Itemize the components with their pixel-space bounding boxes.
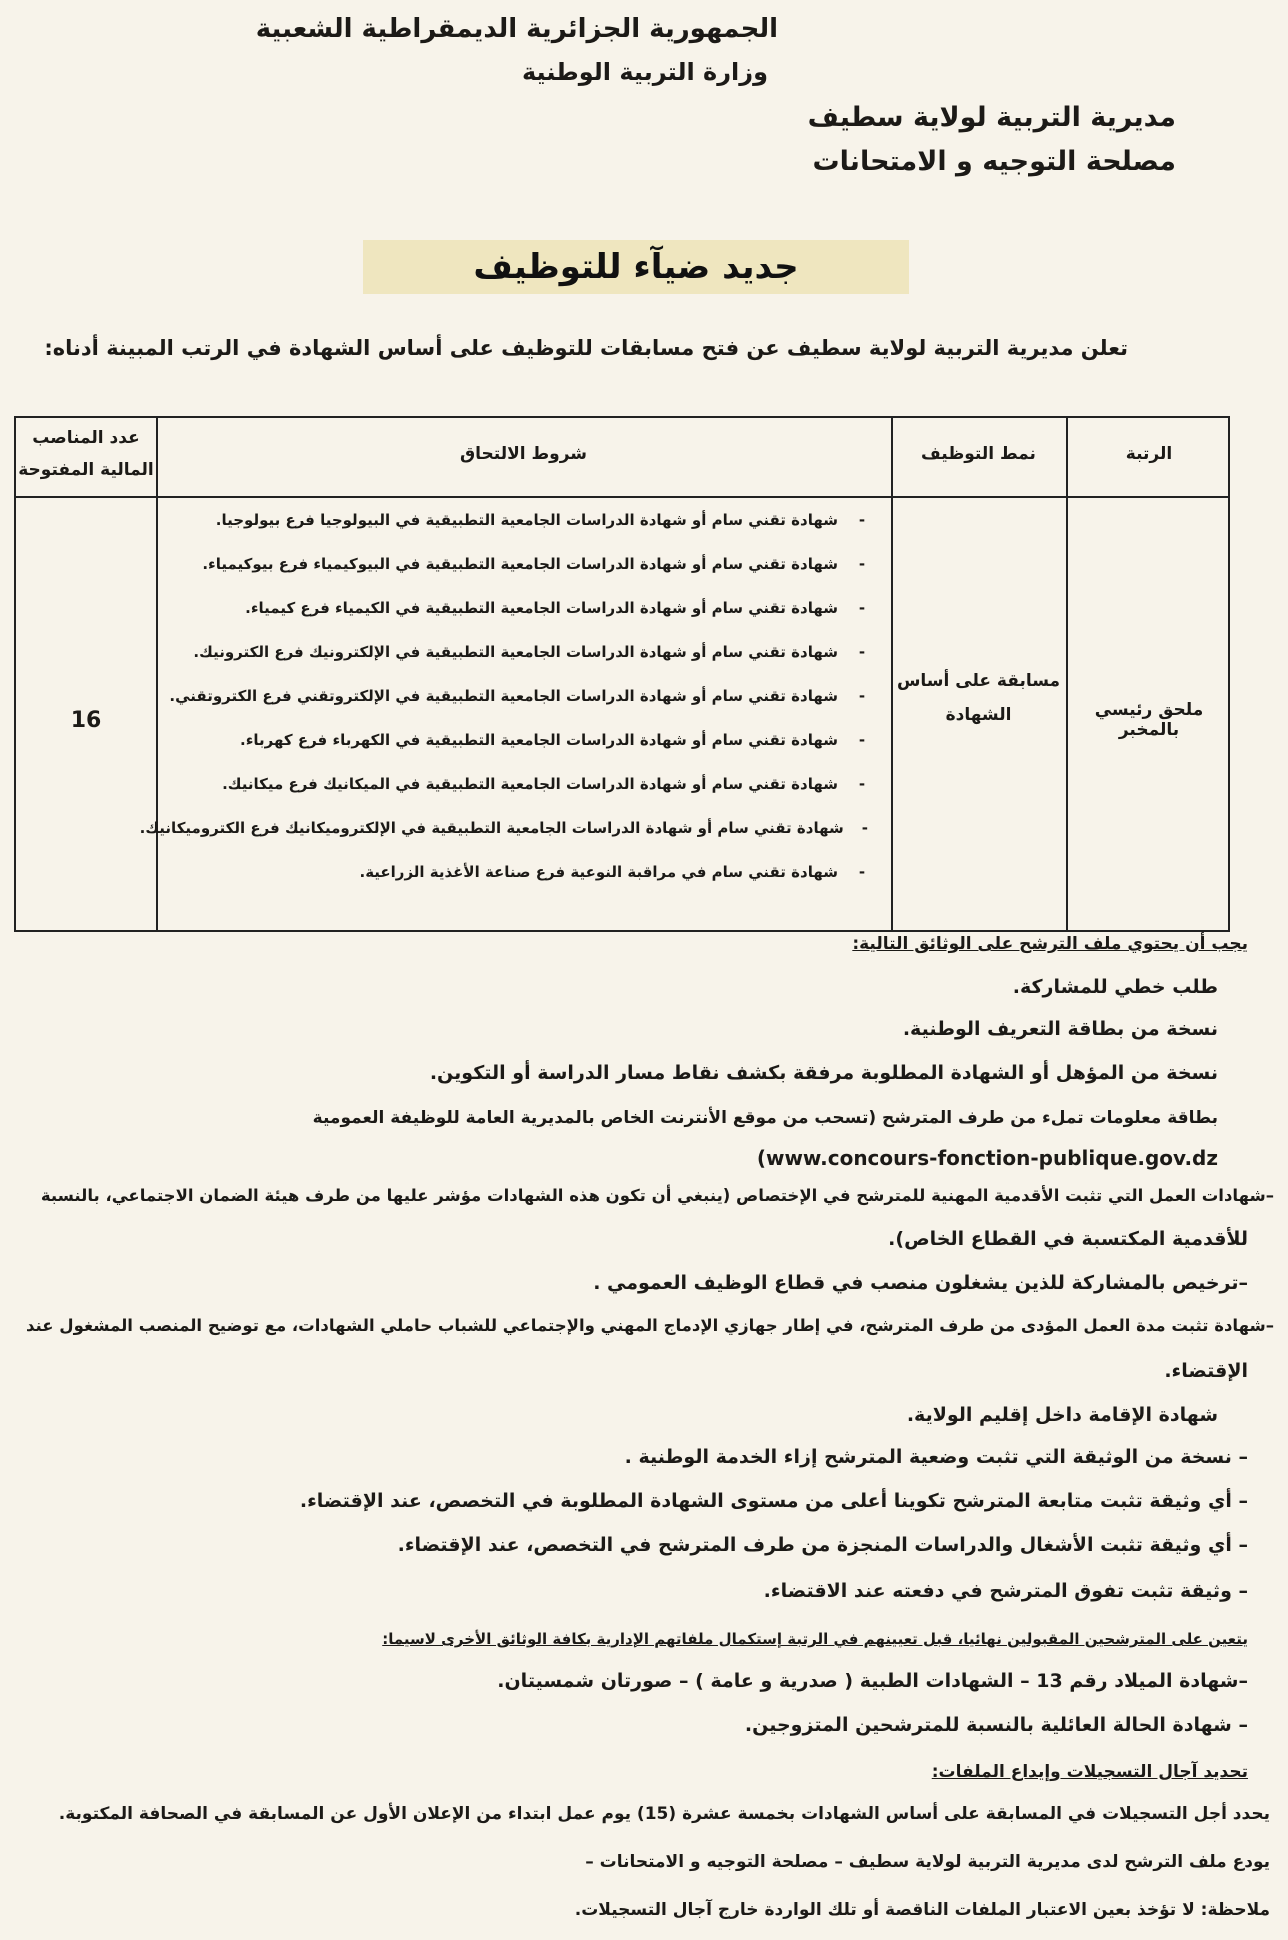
header-count: عدد المناصب [32, 428, 140, 448]
note-text: ملاحظة: لا تؤخذ بعين الاعتبار الملفات الناقصة أو تلك الواردة خارج آجال التسجيلات. [574, 1900, 1270, 1920]
banner: جديد ضيآء للتوظيف [363, 240, 909, 294]
list-item [166, 762, 868, 806]
doc-item: شهادة الإقامة داخل إقليم الولاية. [906, 1404, 1218, 1426]
doc-item: – أي وثيقة تثبت متابعة المترشح تكوينا أعلى من مستوى الشهادة المطلوبة في التخصص، عند الإقتضاء. [299, 1490, 1248, 1512]
bullet-dash: - [858, 599, 866, 617]
doc-item: –شهادة تثبت مدة العمل المؤدى من طرف المترشح، في إطار جهازي الإدماج المهني والإجتماعي للشباب حاملي الشهادات، مع توضيح المنصب المشغول عند [26, 1316, 1274, 1335]
bullet-dash: - [858, 643, 866, 661]
bullet-dash: - [858, 687, 866, 705]
final-docs-title: يتعين على المترشحين المقبولين نهائيا، قبل تعيينهم في الرتبة إستكمال ملفاتهم الإدارية بكافة الوثائق الأخرى لاسيما: [382, 1630, 1248, 1648]
condition-text: شهادة تقني سام في مراقبة النوعية فرع صناعة الأغذية الزراعية. [359, 863, 838, 881]
republic-title: الجمهورية الجزائرية الديمقراطية الشعبية [255, 14, 778, 44]
doc-item: – نسخة من الوثيقة التي تثبت وضعية المترشح إزاء الخدمة الوطنية . [624, 1446, 1248, 1468]
list-item [166, 850, 868, 894]
doc-item: الإقتضاء. [1164, 1360, 1248, 1382]
deadline-title: تحديد آجال التسجيلات وإيداع الملفات: [931, 1762, 1248, 1782]
doc-item: نسخة من المؤهل أو الشهادة المطلوبة مرفقة بكشف نقاط مسار الدراسة أو التكوين. [429, 1062, 1218, 1084]
final-doc-item: –شهادة الميلاد رقم 13 – الشهادات الطبية ( صدرية و عامة ) – صورتان شمسيتان. [497, 1670, 1248, 1692]
list-item [166, 498, 868, 542]
header-mode: نمط التوظيف [921, 444, 1036, 464]
service-title: مصلحة التوجيه و الامتحانات [812, 146, 1176, 177]
docs-title: يجب أن يحتوي ملف الترشح على الوثائق التالية: [852, 934, 1248, 954]
ministry-title: وزارة التربية الوطنية [521, 58, 768, 86]
doc-item: – أي وثيقة تثبت الأشغال والدراسات المنجزة من طرف المترشح في التخصص، عند الإقتضاء. [397, 1534, 1248, 1556]
condition-text: شهادة تقني سام أو شهادة الدراسات الجامعية التطبيقية في البيولوجيا فرع بيولوجيا. [215, 511, 838, 529]
condition-text: شهادة تقني سام أو شهادة الدراسات الجامعية التطبيقية في الإلكتروتقني فرع الكتروتقني. [169, 687, 838, 705]
list-item [166, 586, 868, 630]
doc-item: بطاقة معلومات تملء من طرف المترشح (تسحب من موقع الأنترنت الخاص بالمديرية العامة للوظيفة العمومية [312, 1108, 1218, 1128]
bullet-dash: - [858, 555, 866, 573]
condition-text: شهادة تقني سام أو شهادة الدراسات الجامعية التطبيقية في الإلكترونيك فرع الكترونيك. [193, 643, 838, 661]
final-doc-item: – شهادة الحالة العائلية بالنسبة للمترشحين المتزوجين. [744, 1714, 1248, 1736]
mode-line: مسابقة على أساس [896, 671, 1061, 691]
condition-text: شهادة تقني سام أو شهادة الدراسات الجامعية التطبيقية في البيوكيمياء فرع بيوكيمياء. [202, 555, 838, 573]
doc-item: –شهادات العمل التي تثبت الأقدمية المهنية للمترشح في الإختصاص (ينبغي أن تكون هذه الشهادات مؤشر عليها من طرف هيئة الضمان الاجتماعي، بالنسبة [40, 1186, 1274, 1205]
bullet-dash: - [858, 731, 866, 749]
list-item [166, 674, 868, 718]
bullet-dash: - [861, 819, 868, 837]
doc-item: للأقدمية المكتسبة في القطاع الخاص). [888, 1228, 1248, 1250]
rank-cell: ملحق رئيسي بالمخبر [1094, 700, 1204, 740]
list-item [166, 630, 868, 674]
mode-line: الشهادة [945, 705, 1012, 725]
table-divider [156, 418, 158, 930]
condition-text: شهادة تقني سام أو شهادة الدراسات الجامعية التطبيقية في الكهرباء فرع كهرباء. [240, 731, 838, 749]
recruitment-table [14, 416, 1230, 932]
mode-cell [891, 664, 1066, 732]
list-item [166, 542, 868, 586]
count-cell: 16 [70, 708, 102, 733]
directorate-title: مديرية التربية لولاية سطيف [807, 102, 1176, 133]
bullet-dash: - [858, 775, 866, 793]
deadline-text: يحدد أجل التسجيلات في المسابقة على أساس الشهادات بخمسة عشرة (15) يوم عمل ابتداء من الإعلان الأول عن المسابقة في الصحافة المكتوبة. [58, 1804, 1270, 1824]
doc-item: – وثيقة تثبت تفوق المترشح في دفعته عند الاقتضاء. [763, 1580, 1248, 1602]
condition-text: شهادة تقني سام أو شهادة الدراسات الجامعية التطبيقية في الإلكتروميكانيك فرع الكتروميكانيك. [139, 819, 844, 837]
list-item [139, 806, 868, 850]
doc-item: طلب خطي للمشاركة. [1012, 976, 1218, 998]
list-item [166, 718, 868, 762]
condition-text: شهادة تقني سام أو شهادة الدراسات الجامعية التطبيقية في الميكانيك فرع ميكانيك. [222, 775, 838, 793]
deposit-text: يودع ملف الترشح لدى مديرية التربية لولاية سطيف – مصلحة التوجيه و الامتحانات – [585, 1852, 1270, 1872]
conditions-list [139, 498, 868, 894]
condition-text: شهادة تقني سام أو شهادة الدراسات الجامعية التطبيقية في الكيمياء فرع كيمياء. [245, 599, 838, 617]
doc-item: –ترخيص بالمشاركة للذين يشغلون منصب في قطاع الوظيف العمومي . [593, 1272, 1248, 1294]
bullet-dash: - [858, 863, 866, 881]
header-count-line2: المالية المفتوحة [18, 460, 154, 480]
table-divider [1066, 418, 1068, 930]
bullet-dash: - [858, 511, 866, 529]
intro-text: تعلن مديرية التربية لولاية سطيف عن فتح مسابقات للتوظيف على أساس الشهادة في الرتب المبينة أدناه: [44, 336, 1128, 360]
header-rank: الرتبة [1125, 444, 1173, 464]
website-link[interactable]: (www.concours-fonction-publique.gov.dz [756, 1146, 1218, 1170]
doc-item: نسخة من بطاقة التعريف الوطنية. [902, 1018, 1218, 1040]
header-conditions: شروط الالتحاق [459, 444, 588, 464]
